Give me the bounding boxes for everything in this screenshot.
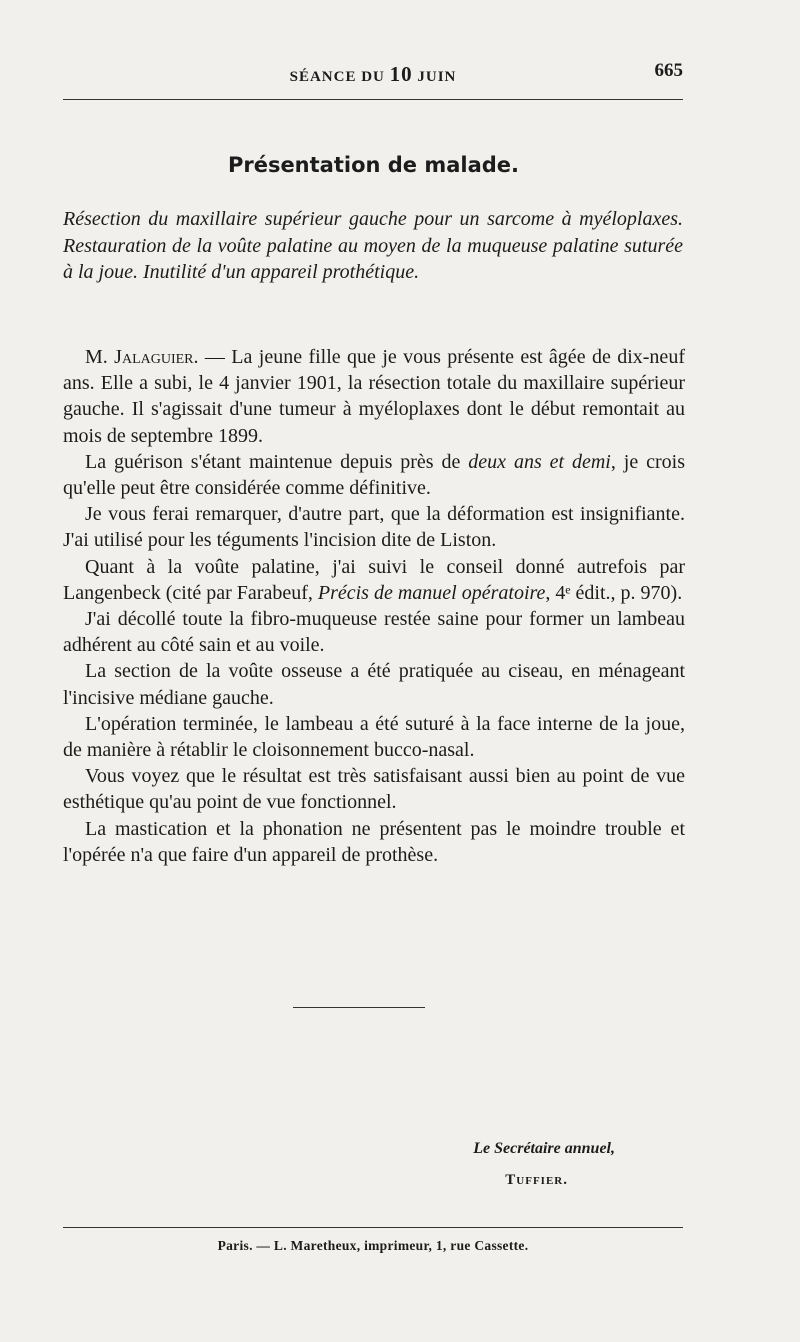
running-title-month: JUIN bbox=[412, 69, 457, 85]
book-title: Précis de manuel opératoire bbox=[317, 581, 546, 604]
speaker-prefix: M. bbox=[85, 346, 115, 368]
running-title-day: 10 bbox=[389, 62, 413, 86]
paragraph: Je vous ferai remarquer, d'autre part, que la déformation est insignifiante. J'ai utilisé pour les téguments l'incision dite de Liston. bbox=[63, 503, 685, 552]
paragraph: La mastication et la phonation ne présentent pas le moindre trouble et l'opérée n'a que faire d'un appareil de prothèse. bbox=[63, 817, 685, 866]
paragraph: La section de la voûte osseuse a été pratiquée au ciseau, en ménageant l'incisive médiane gauche. bbox=[63, 660, 685, 709]
signature-role: Le Secrétaire annuel, bbox=[473, 1140, 615, 1157]
running-title bbox=[63, 62, 683, 87]
emphasis-text: deux ans et demi bbox=[468, 450, 611, 473]
paragraph: J'ai décollé toute la fibro-muqueuse restée saine pour former un lambeau adhérent au côté sain et au voile. bbox=[63, 608, 685, 657]
section-title: Présentation de malade. bbox=[227, 153, 520, 177]
header-rule bbox=[63, 99, 683, 100]
paragraph bbox=[63, 554, 685, 606]
paragraph bbox=[63, 344, 685, 449]
speaker-name: Jalaguier. bbox=[114, 346, 199, 368]
printer-imprint: Paris. — L. Maretheux, imprimeur, 1, rue Cassette. bbox=[217, 1238, 529, 1253]
paragraph-text: , 4ᵉ édit., p. 970). bbox=[545, 581, 683, 604]
paragraph: L'opération terminée, le lambeau a été suturé à la face interne de la joue, de manière à rétablir le cloisonnement bucco-nasal. bbox=[63, 712, 685, 762]
paragraph: Vous voyez que le résultat est très satisfaisant aussi bien au point de vue esthétique qu'au point de vue fonctionnel. bbox=[63, 765, 685, 814]
paragraph-text: , je crois qu'elle peut être considérée comme définitive. bbox=[63, 450, 685, 500]
running-title-prefix: SÉANCE DU bbox=[289, 69, 390, 85]
footer-rule bbox=[63, 1227, 683, 1228]
page-number: 665 bbox=[654, 60, 683, 81]
paragraph-text: — La jeune fille que je vous présente est âgée de dix-neuf ans. Elle a subi, le 4 janvier 1901, la résection totale du maxillaire supérieur gauche. Il s'agissait d'une tumeur à myéloplaxes dont le début remontait au mois de septembre 1899. bbox=[63, 346, 685, 447]
page-header bbox=[63, 58, 683, 88]
paragraph-text: Quant à la voûte palatine, j'ai suivi le conseil donné autrefois par Langenbeck (cité par Farabeuf, bbox=[63, 555, 685, 604]
signature-name: Tuffier. bbox=[505, 1172, 568, 1188]
section-end-rule bbox=[293, 1007, 425, 1008]
paragraph-text: La guérison s'étant maintenue depuis près de bbox=[85, 450, 469, 473]
body-text bbox=[63, 344, 685, 868]
article-subtitle: Résection du maxillaire supérieur gauche pour un sarcome à myéloplaxes. Restauration de la voûte palatine au moyen de la muqueuse palatine suturée à la joue. Inutilité d'un appareil prothétique. bbox=[63, 208, 683, 283]
paragraph bbox=[63, 449, 685, 501]
